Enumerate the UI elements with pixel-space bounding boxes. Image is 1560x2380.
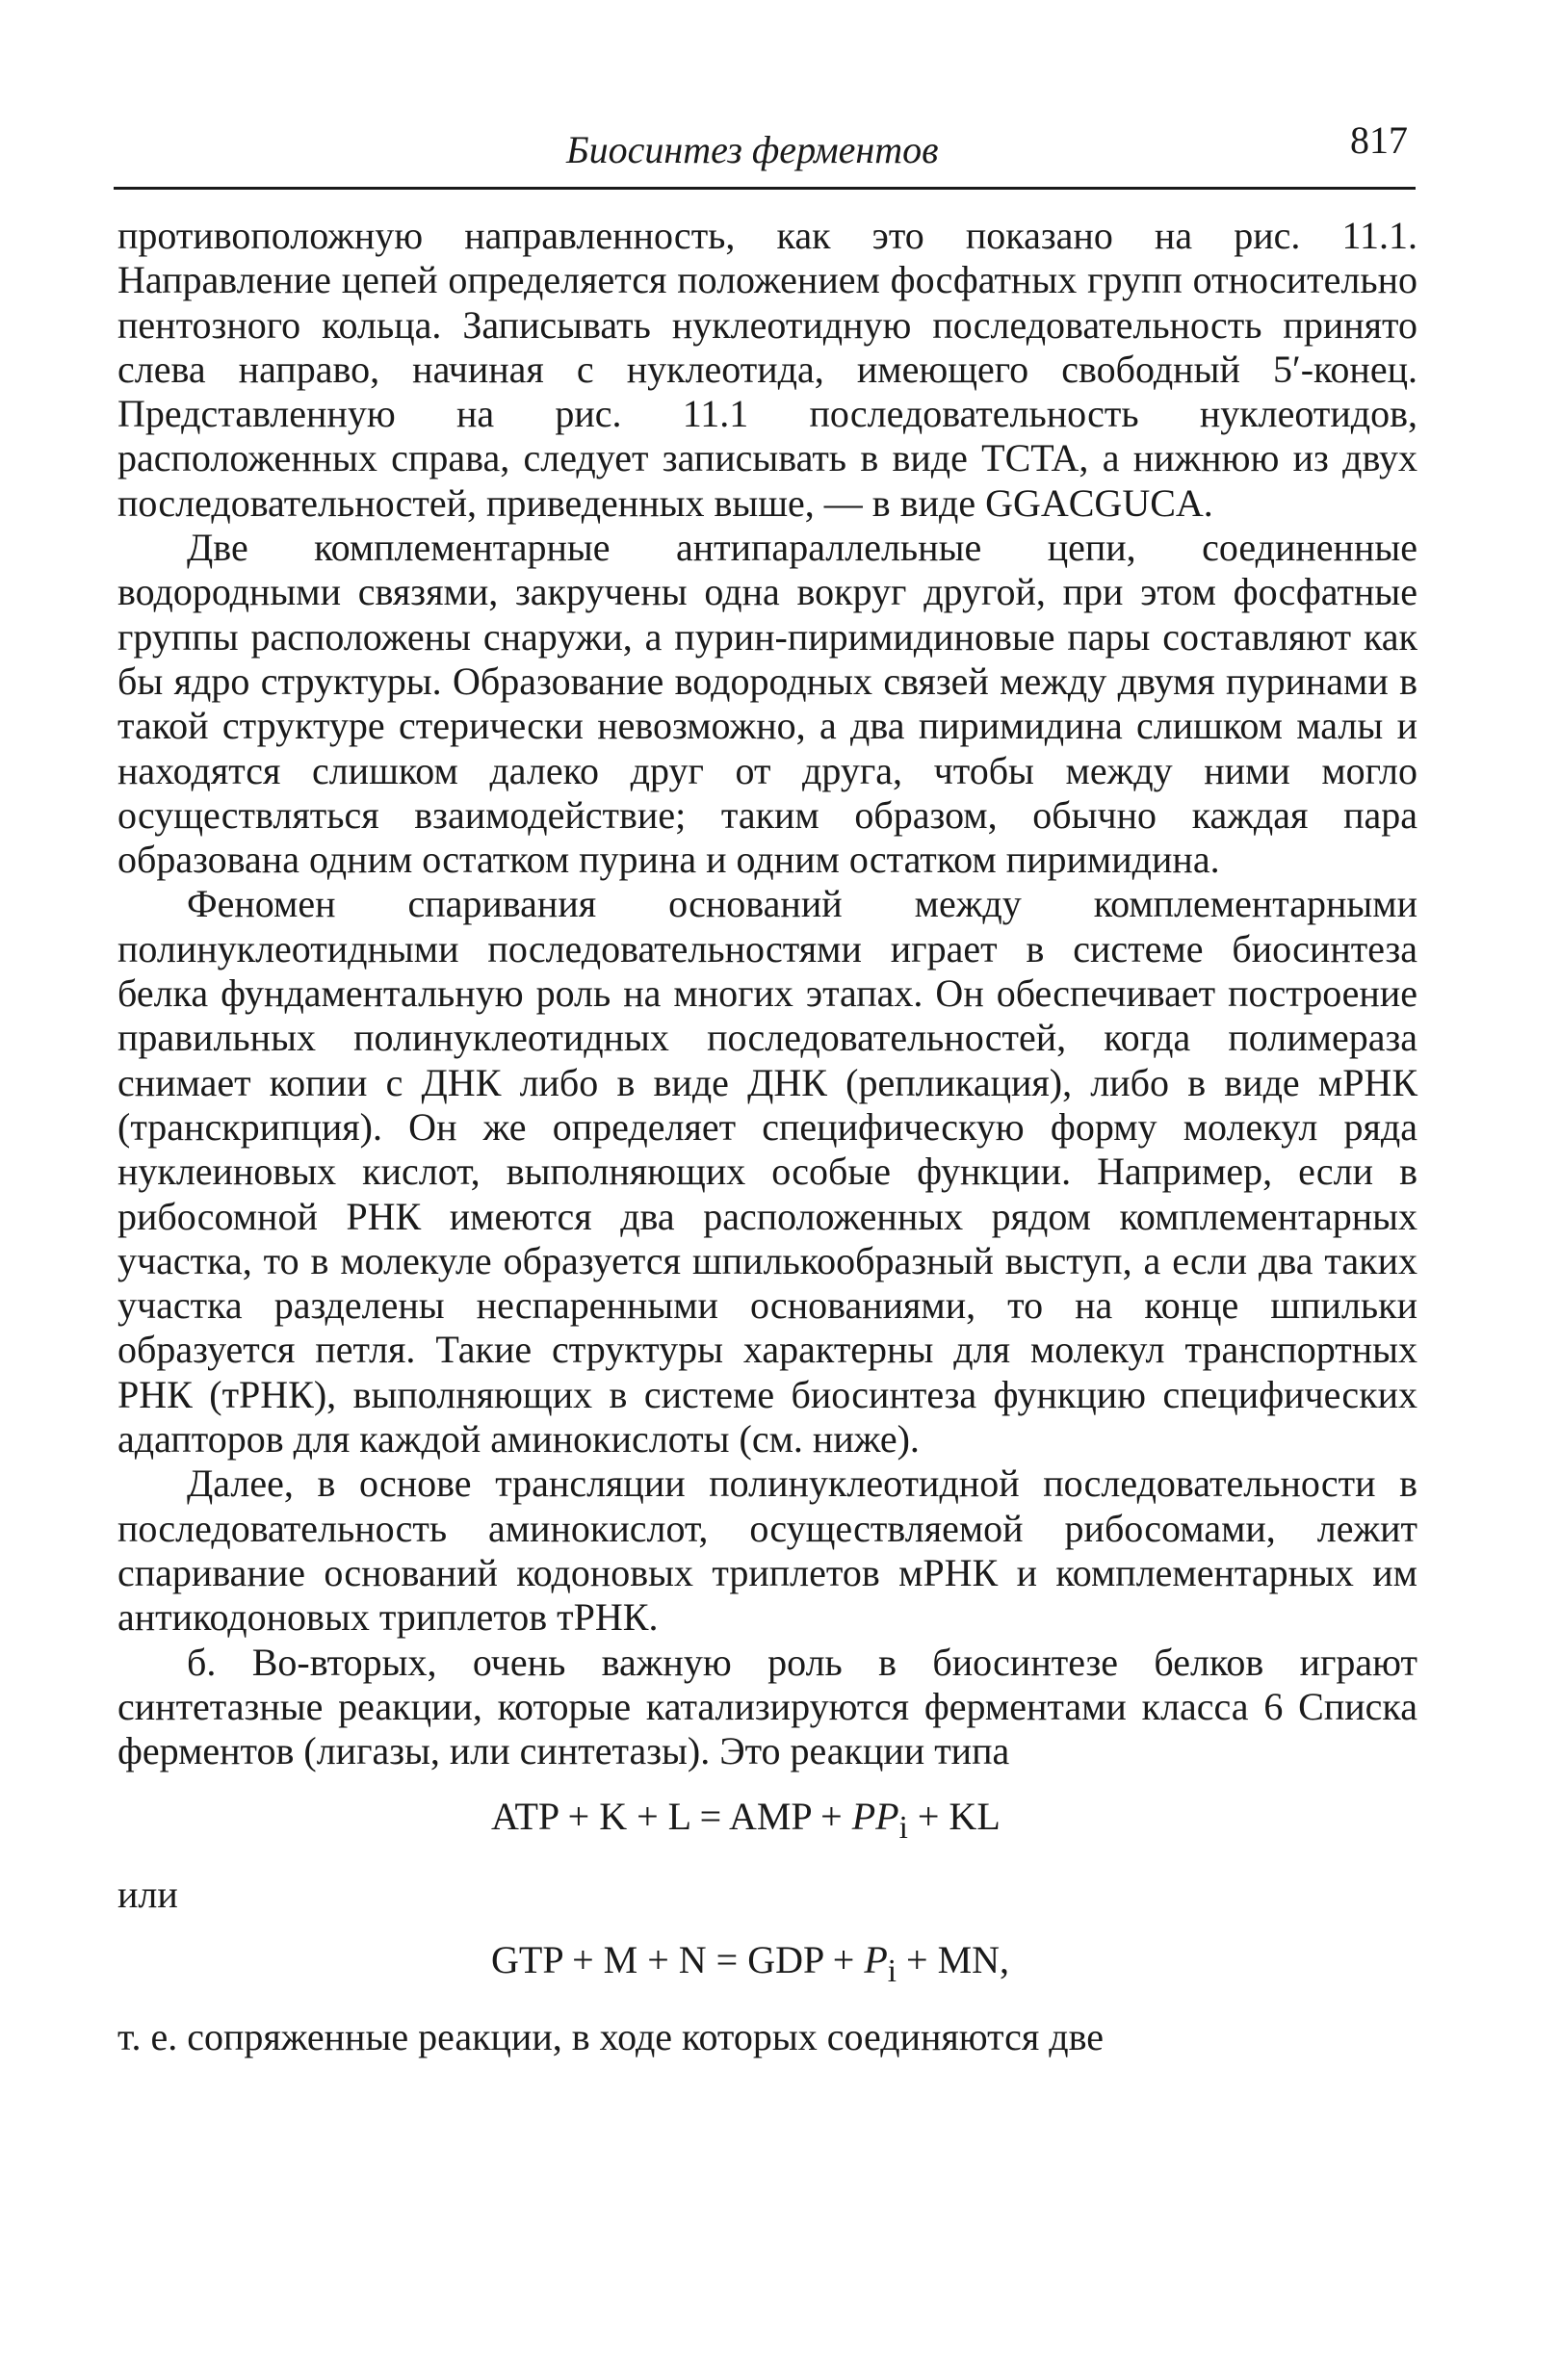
- or-word: или: [117, 1872, 178, 1916]
- equation-atp: [491, 1795, 1417, 1850]
- paragraph-1: противоположную направленность, как это показано на рис. 11.1. Направление цепей определяется положением фосфатных групп относительно пентозного кольца. Записывать нуклеотидную последовательность принято слева направо, начиная с нуклеотида, имеющего свободный 5′-конец. Представленную на рис. 11.1 последовательность нуклеотидов, расположенных справа, следует записывать в виде TCTA, а нижнюю из двух последовательностей, приведенных выше, — в виде GGACGUCA.: [117, 214, 1417, 525]
- equation-atp-sub: i: [898, 1810, 908, 1847]
- paragraph-3: Феномен спаривания оснований между комплементарными полинуклеотидными последовательностями играет в системе биосинтеза белка фундаментальную роль на многих этапах. Он обеспечивает построение правильных полинуклеотидных последовательностей, когда полимераза снимает копии с ДНК либо в виде ДНК (репликация), либо в виде мРНК (транскрипция). Он же определяет специфическую форму молекул ряда нуклеиновых кислот, выполняющих особые функции. Например, если в рибосомной РНК имеются два расположенных рядом комплементарных участка, то в молекуле образуется шпилькообразный выступ, а если два таких участка разделены неспаренными основаниями, то на конце шпильки образуется петля. Такие структуры характерны для молекул транспортных РНК (тРНК), выполняющих в системе биосинтеза функцию специфических адапторов для каждой аминокислоты (см. ниже).: [117, 882, 1417, 1462]
- equation-atp-right: + KL: [907, 1795, 1001, 1839]
- equation-gtp-sub: i: [887, 1953, 897, 1989]
- equation-atp-pp: PP: [851, 1795, 899, 1839]
- last-line: т. е. сопряженные реакции, в ходе которых соединяются две: [117, 2015, 1105, 2059]
- page-header: [114, 114, 1416, 190]
- paragraph-2: Две комплементарные антипараллельные цепи, соединенные водородными связями, закручены одна вокруг другой, при этом фосфатные группы расположены снаружи, а пурин-пиримидиновые пары составляют как бы ядро структуры. Образование водородных связей между двумя пуринами в такой структуре стерически невозможно, а два пиримидина слишком малы и находятся слишком далеко друг от друга, чтобы между ними могло осуществляться взаимодействие; таким образом, обычно каждая пара образована одним остатком пурина и одним остатком пиримидина.: [117, 526, 1417, 882]
- running-title: Биосинтез ферментов: [566, 128, 939, 171]
- equation-gtp: [491, 1938, 1417, 1994]
- equation-gtp-p: P: [864, 1937, 888, 1981]
- equation-atp-left: ATP + K + L = AMP +: [491, 1795, 852, 1839]
- equation-gtp-right: + MN,: [897, 1937, 1010, 1981]
- page-number: 817: [1350, 118, 1408, 162]
- paragraph-4: Далее, в основе трансляции полинуклеотидной последовательности в последовательность аминокислот, осуществляемой рибосомами, лежит спаривание оснований кодоновых триплетов мРНК и комплементарных им антикодоновых триплетов тРНК.: [117, 1462, 1417, 1640]
- body-text: [117, 214, 1417, 2060]
- equation-gtp-left: GTP + M + N = GDP +: [491, 1937, 865, 1981]
- paragraph-5: б. Во-вторых, очень важную роль в биосинтезе белков играют синтетазные реакции, которые катализируются ферментами класса 6 Списка ферментов (лигазы, или синтетазы). Это реакции типа: [117, 1640, 1417, 1773]
